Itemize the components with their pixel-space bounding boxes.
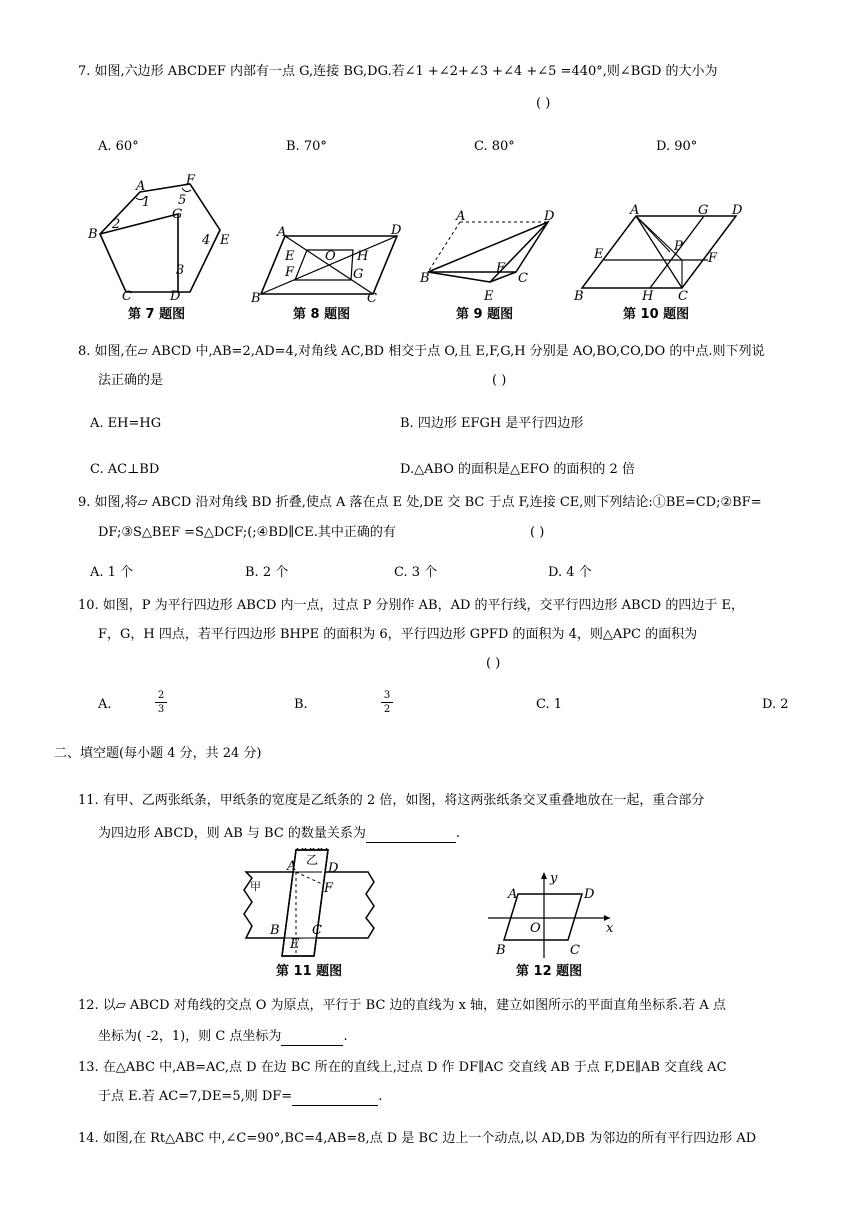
q10-stem-line2: F，G，H 四点，若平行四边形 BHPE 的面积为 6，平行四边形 GPFD 的面积为 4，则△APC 的面积为 — [98, 627, 698, 642]
q12-answer-blank[interactable] — [281, 1029, 343, 1046]
svg-text:B: B — [270, 923, 280, 938]
q10-option-a-numerator: 2 — [157, 690, 165, 701]
svg-text:C: C — [122, 289, 132, 304]
svg-text:O: O — [325, 249, 336, 264]
svg-text:A: A — [136, 179, 146, 194]
q11-end-period: . — [455, 826, 461, 841]
q10-option-a-fraction — [155, 690, 167, 715]
svg-text:A: A — [456, 209, 466, 224]
svg-text:3: 3 — [176, 263, 185, 278]
svg-text:y: y — [550, 871, 558, 886]
figure-q12-coordinate-parallelogram — [484, 870, 624, 962]
svg-text:E: E — [220, 233, 230, 248]
q10-option-a-label: A. — [98, 697, 112, 712]
svg-text:P: P — [674, 239, 683, 254]
q12-stem-text: 坐标为( -2，1)，则 C 点坐标为 — [98, 1029, 282, 1044]
svg-text:A: A — [277, 225, 287, 240]
fig11-label-yi: 乙 — [306, 853, 319, 867]
svg-text:G: G — [172, 207, 183, 222]
q10-option-b-denominator: 2 — [383, 704, 391, 715]
q10-option-c: C. 1 — [536, 697, 563, 712]
q10-option-b-label: B. — [294, 697, 308, 712]
q7-option-b: B. 70° — [286, 139, 327, 154]
caption-fig11: 第 11 题图 — [276, 964, 343, 979]
section-title-fill-in: 二、填空题(每小题 4 分，共 24 分) — [54, 746, 262, 761]
svg-text:C: C — [518, 271, 528, 286]
svg-text:B: B — [88, 227, 98, 242]
q8-option-c: C. AC⊥BD — [90, 462, 160, 477]
svg-text:F: F — [708, 251, 718, 266]
q11-stem-line2 — [98, 826, 460, 843]
svg-text:F: F — [285, 265, 295, 280]
svg-text:H: H — [357, 249, 369, 264]
caption-fig10: 第 10 题图 — [623, 307, 690, 322]
svg-text:B: B — [251, 291, 261, 306]
svg-text:C: C — [312, 923, 322, 938]
q11-stem-line1: 11. 有甲、乙两张纸条，甲纸条的宽度是乙纸条的 2 倍，如图，将这两张纸条交叉重叠地放在一起，重合部分 — [78, 793, 705, 808]
q7-answer-paren: ( ) — [536, 96, 551, 111]
svg-text:F: F — [186, 173, 196, 188]
svg-text:D: D — [544, 209, 555, 224]
q7-option-a: A. 60° — [98, 139, 139, 154]
q9-option-a: A. 1 个 — [90, 565, 134, 580]
svg-text:A: A — [508, 887, 518, 902]
q10-option-a-denominator: 3 — [157, 704, 165, 715]
q10-option-b-fraction — [381, 690, 393, 715]
svg-text:C: C — [678, 289, 688, 304]
svg-text:E: E — [290, 937, 300, 952]
svg-text:4: 4 — [202, 233, 211, 248]
q7-stem: 7. 如图,六边形 ABCDEF 内部有一点 G,连接 BG,DG.若∠1 +∠2+∠3 +∠4 +∠5 =440°,则∠BGD 的大小为 — [78, 64, 718, 79]
figure-q8-parallelogram — [245, 222, 405, 308]
figure-q11-paper-strips — [242, 848, 380, 966]
q13-stem-text: 于点 E.若 AC=7,DE=5,则 DF= — [98, 1089, 293, 1104]
svg-text:5: 5 — [178, 193, 187, 208]
svg-text:G: G — [353, 267, 364, 282]
q8-answer-paren: ( ) — [492, 373, 507, 388]
q10-option-d: D. 2 — [762, 697, 789, 712]
q8-option-b: B. 四边形 EFGH 是平行四边形 — [400, 416, 584, 431]
q9-stem-line2: DF;③S△BEF =S△DCF;(;④BD∥CE.其中正确的有 — [98, 525, 396, 540]
svg-text:E: E — [285, 249, 295, 264]
q13-end-period: . — [378, 1089, 383, 1104]
svg-text:D: D — [584, 887, 595, 902]
svg-text:H: H — [642, 289, 654, 304]
svg-text:D: D — [391, 223, 402, 238]
q10-option-b-numerator: 3 — [383, 690, 391, 701]
q9-option-d: D. 4 个 — [548, 565, 592, 580]
q8-stem-line1: 8. 如图,在▱ ABCD 中,AB=2,AD=4,对角线 AC,BD 相交于点 O,且 E,F,G,H 分别是 AO,BO,CO,DO 的中点.则下列说 — [78, 344, 765, 359]
svg-text:O: O — [530, 921, 541, 936]
svg-text:C: C — [367, 291, 377, 306]
svg-text:E: E — [484, 289, 494, 304]
q13-answer-blank[interactable] — [292, 1089, 378, 1106]
q10-answer-paren: ( ) — [486, 656, 501, 671]
svg-text:A: A — [287, 859, 297, 874]
svg-text:D: D — [328, 861, 339, 876]
q7-option-c: C. 80° — [474, 139, 515, 154]
svg-text:F: F — [324, 881, 334, 896]
caption-fig12: 第 12 题图 — [516, 964, 583, 979]
svg-text:1: 1 — [142, 195, 151, 210]
q10-stem-line1: 10. 如图，P 为平行四边形 ABCD 内一点，过点 P 分别作 AB，AD 的平行线，交平行四边形 ABCD 的四边于 E， — [78, 598, 744, 613]
q12-stem-line2 — [98, 1029, 348, 1046]
q14-stem-line1: 14. 如图,在 Rt△ABC 中,∠C=90°,BC=4,AB=8,点 D 是 BC 边上一个动点,以 AD,DB 为邻边的所有平行四边形 AD — [78, 1131, 757, 1146]
q8-option-a: A. EH=HG — [90, 416, 162, 431]
svg-text:B: B — [574, 289, 584, 304]
svg-text:D: D — [170, 289, 181, 304]
svg-text:F: F — [496, 261, 506, 276]
q9-answer-paren: ( ) — [530, 525, 545, 540]
svg-text:D: D — [732, 203, 743, 218]
svg-text:2: 2 — [112, 217, 121, 232]
q11-answer-blank[interactable] — [366, 826, 456, 843]
q12-end-period: . — [343, 1029, 348, 1044]
svg-text:B: B — [420, 271, 430, 286]
figure-q9-fold — [418, 206, 568, 306]
q7-option-d: D. 90° — [656, 139, 698, 154]
svg-text:B: B — [496, 943, 506, 958]
figure-q10-parallelogram — [572, 200, 752, 306]
svg-text:E: E — [594, 247, 604, 262]
q12-stem-line1: 12. 以▱ ABCD 对角线的交点 O 为原点，平行于 BC 边的直线为 x 轴，建立如图所示的平面直角坐标系.若 A 点 — [78, 998, 726, 1013]
caption-fig7: 第 7 题图 — [128, 307, 186, 322]
caption-fig8: 第 8 题图 — [293, 307, 351, 322]
svg-text:C: C — [570, 943, 580, 958]
q11-stem-text: 为四边形 ABCD，则 AB 与 BC 的数量关系为 — [98, 826, 366, 841]
q9-option-b: B. 2 个 — [245, 565, 289, 580]
svg-text:G: G — [698, 203, 709, 218]
caption-fig9: 第 9 题图 — [456, 307, 514, 322]
q13-stem-line2 — [98, 1089, 382, 1106]
q13-stem-line1: 13. 在△ABC 中,AB=AC,点 D 在边 BC 所在的直线上,过点 D 作 DF∥AC 交直线 AB 于点 F,DE∥AB 交直线 AC — [78, 1060, 727, 1075]
svg-text:A: A — [630, 203, 640, 218]
q8-option-d: D.△ABO 的面积是△EFO 的面积的 2 倍 — [400, 462, 635, 477]
svg-text:x: x — [606, 921, 614, 936]
q8-stem-line2: 法正确的是 — [98, 373, 164, 388]
q9-option-c: C. 3 个 — [394, 565, 438, 580]
fig11-label-jia: 甲 — [250, 880, 261, 893]
q9-stem-line1: 9. 如图,将▱ ABCD 沿对角线 BD 折叠,使点 A 落在点 E 处,DE 交 BC 于点 F,连接 CE,则下列结论:①BE=CD;②BF= — [78, 495, 762, 510]
